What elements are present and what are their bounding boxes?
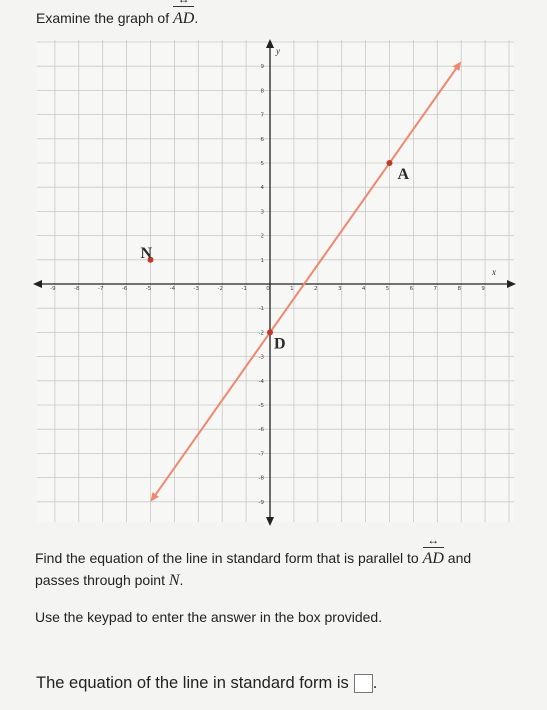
- prompt-prefix: Examine the graph of: [36, 10, 170, 26]
- x-tick-label: 8: [457, 286, 461, 292]
- x-tick-label: -5: [145, 286, 152, 292]
- point-label-a: A: [397, 166, 410, 183]
- y-tick-label: -2: [258, 330, 264, 337]
- question-line-2: [35, 570, 540, 591]
- question-line2-suffix: .: [179, 572, 184, 588]
- x-tick-label: 6: [409, 286, 414, 292]
- question-prefix: Find the equation of the line in standard form that is parallel to: [35, 550, 419, 566]
- point-n-reference: N: [168, 572, 180, 589]
- y-tick-label: -1: [258, 306, 264, 313]
- x-tick-label: 2: [314, 286, 318, 292]
- y-tick-label: -6: [258, 427, 264, 434]
- x-tick-label: 7: [433, 286, 438, 292]
- grid-background: [37, 40, 514, 522]
- x-tick-label: -3: [193, 286, 200, 292]
- prompt-suffix: .: [194, 10, 199, 26]
- answer-label: The equation of the line in standard form is: [36, 674, 349, 692]
- point-label-n: N: [140, 244, 153, 262]
- x-tick-label: -7: [97, 286, 104, 292]
- answer-row: [36, 671, 377, 695]
- x-tick-label: 9: [481, 286, 485, 292]
- y-tick-label: 1: [260, 257, 264, 264]
- question-suffix: and: [447, 550, 472, 566]
- instruction-text: Use the keypad to enter the answer in the box provided.: [35, 609, 383, 625]
- x-tick-label: 3: [337, 286, 342, 292]
- answer-input-box[interactable]: [354, 674, 373, 693]
- y-tick-label: 6: [260, 136, 264, 143]
- y-tick-label: 4: [260, 185, 264, 192]
- question-line-1: [35, 548, 540, 569]
- y-tick-label: 9: [260, 64, 264, 71]
- x-tick-label: -4: [169, 286, 176, 292]
- x-tick-label: -1: [241, 286, 247, 292]
- x-tick-label: -6: [121, 286, 128, 292]
- y-tick-label: -5: [258, 403, 264, 409]
- y-tick-label: -4: [258, 378, 264, 385]
- question-line2-prefix: passes through point: [35, 572, 165, 588]
- line-name-ad: AD ↔: [173, 8, 194, 30]
- y-tick-label: 3: [260, 209, 264, 216]
- x-tick-label: 1: [290, 286, 294, 292]
- y-axis-label: y: [276, 46, 280, 56]
- answer-suffix: .: [372, 674, 378, 692]
- x-tick-label: -8: [74, 286, 80, 292]
- y-tick-label: 8: [260, 88, 264, 95]
- x-tick-label: 4: [361, 286, 366, 292]
- x-tick-label: 0: [266, 286, 270, 292]
- x-tick-label: -2: [217, 286, 223, 292]
- y-tick-label: 5: [260, 161, 264, 167]
- x-axis-label: x: [492, 267, 496, 277]
- y-tick-label: -8: [258, 475, 264, 482]
- point-a: [387, 160, 393, 166]
- y-tick-label: 2: [260, 233, 264, 240]
- y-tick-label: 7: [260, 112, 264, 119]
- point-label-d: D: [274, 335, 286, 353]
- x-tick-label: 5: [385, 286, 390, 292]
- y-tick-label: -7: [258, 451, 264, 458]
- y-tick-label: -9: [258, 499, 264, 506]
- y-tick-label: -3: [258, 354, 264, 361]
- point-d: [267, 329, 273, 335]
- question-line-name-ad: AD ↔: [423, 549, 444, 569]
- grid: [37, 40, 514, 522]
- x-tick-label: -9: [50, 286, 56, 292]
